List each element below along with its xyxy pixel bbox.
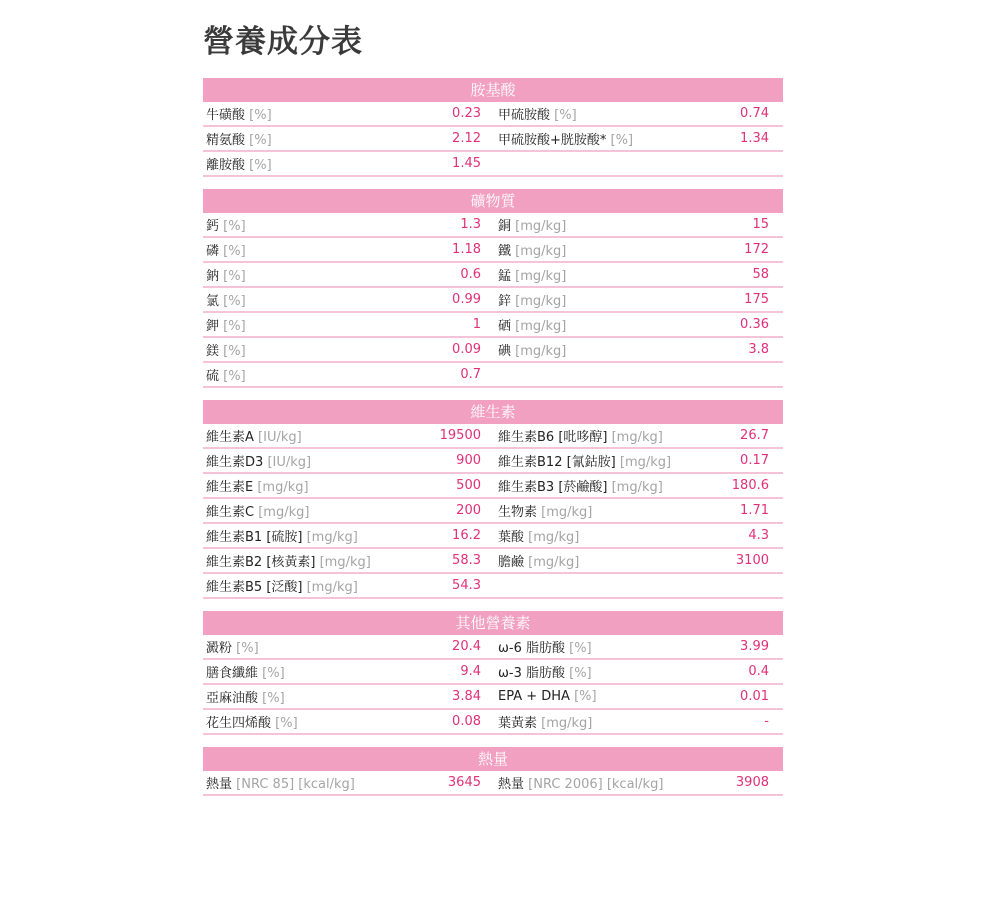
nutrient-cell-right [489,574,783,597]
nutrient-name: 精氨酸 [206,133,246,148]
table-row [203,313,783,338]
section [203,611,783,735]
nutrient-cell-left [203,499,489,522]
nutrient-unit: [%] [223,294,246,309]
nutrient-unit: [IU/kg] [258,430,302,445]
nutrient-unit: [mg/kg] [619,455,672,470]
nutrient-name-wrap [206,476,309,495]
nutrient-name-wrap [498,315,566,334]
nutrient-name: 維生素D3 [206,455,264,470]
section [203,747,783,796]
nutrient-name-wrap [498,340,566,359]
nutrient-unit: [mg/kg] [306,580,358,595]
table-row [203,524,783,549]
nutrient-value: 16.2 [452,528,481,543]
nutrient-value: 172 [744,242,769,257]
nutrient-value: 0.99 [452,292,481,307]
nutrient-name-wrap [206,365,246,384]
nutrient-value: 180.6 [731,478,769,493]
table-row [203,127,783,152]
nutrient-unit: [%] [574,689,597,704]
nutrient-unit: [%] [223,319,246,334]
nutrient-unit: [%] [569,641,592,656]
nutrient-unit: [%] [610,133,634,148]
nutrient-unit: [%] [223,369,246,384]
nutrient-cell-left [203,152,489,175]
nutrient-name: 甲硫胺酸+胱胺酸* [498,133,607,148]
nutrient-value: 0.74 [740,106,769,121]
nutrient-name: 錳 [498,269,512,284]
nutrient-value: 175 [744,292,769,307]
nutrient-value: 1.3 [460,217,481,232]
nutrient-name-wrap [206,687,285,706]
nutrient-unit: [mg/kg] [306,530,358,545]
nutrient-unit: [%] [236,641,259,656]
nutrient-name: 維生素B2 [核黃素] [206,555,316,570]
nutrient-name: 葉酸 [498,530,525,545]
nutrient-cell-right [489,524,783,547]
nutrient-value: 0.23 [452,106,481,121]
nutrient-value: 0.17 [740,453,769,468]
nutrient-value: 19500 [439,428,481,443]
nutrient-name-wrap [498,104,577,123]
table-row [203,288,783,313]
table-row [203,574,783,599]
nutrient-cell-left [203,660,489,683]
nutrient-cell-left [203,238,489,261]
nutrient-cell-left [203,338,489,361]
nutrient-name: 硫 [206,369,220,384]
table-row [203,152,783,177]
nutrient-name-wrap [498,129,633,148]
nutrient-value: 3.8 [748,342,769,357]
nutrient-name: 熱量 [498,777,525,792]
nutrient-name-wrap [498,662,592,681]
nutrient-cell-right [489,213,783,236]
nutrient-cell-right [489,313,783,336]
nutrient-value: 58.3 [452,553,481,568]
nutrient-unit: [%] [223,219,246,234]
nutrient-value: 200 [456,503,481,518]
nutrient-unit: [%] [569,666,592,681]
nutrient-unit: [mg/kg] [515,344,567,359]
nutrient-unit: [%] [554,108,577,123]
nutrient-name: 亞麻油酸 [206,691,259,706]
nutrient-unit: [%] [262,666,285,681]
nutrient-cell-left [203,127,489,150]
nutrient-unit: [mg/kg] [515,219,567,234]
nutrient-cell-left [203,213,489,236]
nutrient-value: 15 [752,217,769,232]
nutrient-cell-left [203,313,489,336]
nutrient-name-wrap [206,315,246,334]
nutrient-cell-right [489,238,783,261]
nutrient-cell-left [203,288,489,311]
section [203,189,783,388]
table-row [203,710,783,735]
nutrient-name: 維生素B1 [硫胺] [206,530,303,545]
nutrient-name-wrap [206,551,371,570]
nutrient-name: 澱粉 [206,641,233,656]
nutrient-unit: [%] [223,269,246,284]
nutrient-cell-left [203,449,489,472]
nutrient-cell-left [203,771,489,794]
nutrient-name-wrap [498,526,579,545]
nutrient-name-wrap [498,451,671,470]
nutrient-name-wrap [206,129,272,148]
nutrient-value: 54.3 [452,578,481,593]
table-row [203,549,783,574]
nutrient-name: 甲硫胺酸 [498,108,551,123]
nutrient-name: EPA + DHA [498,689,570,704]
nutrient-name-wrap [206,576,358,595]
nutrient-name: ω-6 脂肪酸 [498,641,565,656]
nutrient-name: 碘 [498,344,512,359]
nutrient-unit: [mg/kg] [611,430,663,445]
nutrient-value: 0.09 [452,342,481,357]
nutrient-unit: [mg/kg] [515,269,567,284]
table-row [203,363,783,388]
nutrient-cell-left [203,549,489,572]
section-header: 礦物質 [203,189,783,213]
table-row [203,474,783,499]
nutrient-cell-left [203,102,489,125]
table-row [203,685,783,710]
table-row [203,238,783,263]
nutrient-cell-right [489,499,783,522]
nutrient-name: 牛磺酸 [206,108,246,123]
nutrient-value: 3645 [447,775,481,790]
nutrient-name: 花生四烯酸 [206,716,272,731]
nutrient-name: 膳食纖維 [206,666,259,681]
nutrient-name: 維生素A [206,430,254,445]
nutrient-name: 離胺酸 [206,158,246,173]
nutrient-value: 20.4 [452,639,481,654]
table-row [203,635,783,660]
section-header: 熱量 [203,747,783,771]
nutrient-cell-right [489,338,783,361]
nutrient-value: 0.6 [460,267,481,282]
nutrient-value: 1.71 [740,503,769,518]
nutrient-name-wrap [206,773,355,792]
nutrient-unit: [%] [223,344,246,359]
nutrient-unit: [mg/kg] [515,294,567,309]
nutrient-unit: [IU/kg] [267,455,312,470]
nutrient-name: 鈣 [206,219,220,234]
nutrient-unit: [%] [249,158,272,173]
nutrient-name-wrap [206,215,246,234]
section-header: 胺基酸 [203,78,783,102]
nutrient-name-wrap [206,451,311,470]
nutrient-name: 膽鹼 [498,555,525,570]
nutrient-cell-left [203,524,489,547]
nutrient-name-wrap [498,426,663,445]
nutrient-value: 1.34 [740,131,769,146]
nutrient-unit: [NRC 2006] [kcal/kg] [528,777,664,792]
nutrient-unit: [mg/kg] [257,480,309,495]
nutrient-unit: [%] [223,244,246,259]
nutrient-value: 0.08 [452,714,481,729]
nutrient-unit: [%] [275,716,298,731]
nutrient-name-wrap [498,712,592,731]
table-row [203,660,783,685]
nutrient-value: 2.12 [452,131,481,146]
nutrient-name-wrap [498,215,566,234]
nutrient-name: 葉黃素 [498,716,538,731]
nutrient-cell-right [489,660,783,683]
nutrient-cell-right [489,449,783,472]
nutrient-name: 熱量 [206,777,233,792]
nutrient-name: 維生素B12 [氰鈷胺] [498,455,616,470]
nutrient-name: 維生素B6 [吡哆醇] [498,430,608,445]
nutrient-cell-left [203,363,489,386]
nutrient-name: 鎂 [206,344,220,359]
nutrient-cell-right [489,710,783,733]
nutrient-unit: [mg/kg] [541,505,593,520]
nutrient-cell-right [489,152,783,175]
nutrient-value: 58 [752,267,769,282]
nutrient-name: 維生素C [206,505,255,520]
table-row [203,263,783,288]
nutrient-name-wrap [206,501,309,520]
nutrient-name-wrap [498,637,592,656]
nutrient-value: 9.4 [460,664,481,679]
nutrient-value: 500 [456,478,481,493]
nutrient-value: 0.7 [460,367,481,382]
nutrient-value: 1.18 [452,242,481,257]
nutrient-unit: [mg/kg] [611,480,663,495]
nutrient-name-wrap [206,265,246,284]
nutrient-name: 硒 [498,319,512,334]
nutrient-name-wrap [206,712,298,731]
nutrient-name-wrap [498,240,566,259]
nutrient-name: 維生素B3 [菸鹼酸] [498,480,608,495]
nutrient-cell-left [203,424,489,447]
nutrient-unit: [mg/kg] [528,530,580,545]
nutrient-name-wrap [498,501,592,520]
nutrient-name: 鋅 [498,294,512,309]
nutrient-name-wrap [498,290,566,309]
nutrient-value: 0.4 [748,664,769,679]
nutrient-cell-right [489,771,783,794]
nutrient-name: 鈉 [206,269,220,284]
nutrient-cell-right [489,635,783,658]
nutrient-name: 磷 [206,244,220,259]
table-row [203,499,783,524]
nutrient-name-wrap [206,526,358,545]
nutrition-table [203,78,783,808]
nutrient-name: 生物素 [498,505,538,520]
nutrient-name-wrap [498,551,579,570]
table-row [203,213,783,238]
nutrient-name-wrap [206,340,246,359]
nutrient-cell-left [203,710,489,733]
table-row [203,102,783,127]
nutrient-name: 維生素B5 [泛酸] [206,580,303,595]
nutrient-cell-right [489,549,783,572]
nutrient-cell-left [203,474,489,497]
nutrient-value: 0.36 [740,317,769,332]
nutrient-name-wrap [206,240,246,259]
nutrient-name: 氯 [206,294,220,309]
nutrient-cell-right [489,288,783,311]
nutrient-unit: [mg/kg] [515,319,567,334]
nutrient-name: 銅 [498,219,512,234]
nutrient-unit: [%] [249,133,272,148]
nutrient-unit: [%] [249,108,272,123]
nutrient-cell-right [489,102,783,125]
nutrient-value: 0.01 [740,689,769,704]
nutrient-name: 鉀 [206,319,220,334]
table-row [203,771,783,796]
nutrient-cell-right [489,685,783,708]
page-title: 營養成分表 [203,24,363,60]
nutrient-unit: [mg/kg] [319,555,371,570]
nutrient-cell-right [489,127,783,150]
nutrient-name-wrap [206,637,259,656]
nutrient-name-wrap [498,773,663,792]
nutrient-cell-right [489,424,783,447]
nutrient-name: ω-3 脂肪酸 [498,666,565,681]
nutrient-unit: [mg/kg] [515,244,567,259]
table-row [203,338,783,363]
nutrient-cell-right [489,474,783,497]
nutrient-value: 3908 [735,775,769,790]
nutrient-value: - [764,714,769,729]
section-header: 維生素 [203,400,783,424]
nutrient-unit: [mg/kg] [541,716,593,731]
nutrient-value: 900 [456,453,481,468]
nutrient-name-wrap [498,689,597,704]
nutrient-unit: [%] [262,691,285,706]
nutrient-unit: [mg/kg] [258,505,310,520]
nutrient-name-wrap [206,154,272,173]
nutrient-cell-right [489,363,783,386]
table-row [203,424,783,449]
nutrient-cell-left [203,635,489,658]
nutrient-cell-left [203,263,489,286]
nutrient-unit: [NRC 85] [kcal/kg] [236,777,355,792]
nutrient-value: 26.7 [740,428,769,443]
nutrient-cell-left [203,574,489,597]
nutrient-name-wrap [206,662,285,681]
nutrient-name: 維生素E [206,480,254,495]
section [203,400,783,599]
section [203,78,783,177]
nutrient-value: 3100 [735,553,769,568]
nutrient-value: 1.45 [452,156,481,171]
nutrient-name-wrap [206,426,302,445]
nutrient-cell-left [203,685,489,708]
section-header: 其他營養素 [203,611,783,635]
nutrient-value: 4.3 [748,528,769,543]
nutrient-value: 3.84 [452,689,481,704]
nutrient-name-wrap [498,265,566,284]
nutrient-unit: [mg/kg] [528,555,580,570]
nutrient-value: 3.99 [740,639,769,654]
nutrient-name-wrap [206,290,246,309]
table-row [203,449,783,474]
nutrient-cell-right [489,263,783,286]
nutrient-name: 鐵 [498,244,512,259]
nutrient-name-wrap [206,104,272,123]
nutrient-name-wrap [498,476,663,495]
nutrient-value: 1 [472,317,481,332]
